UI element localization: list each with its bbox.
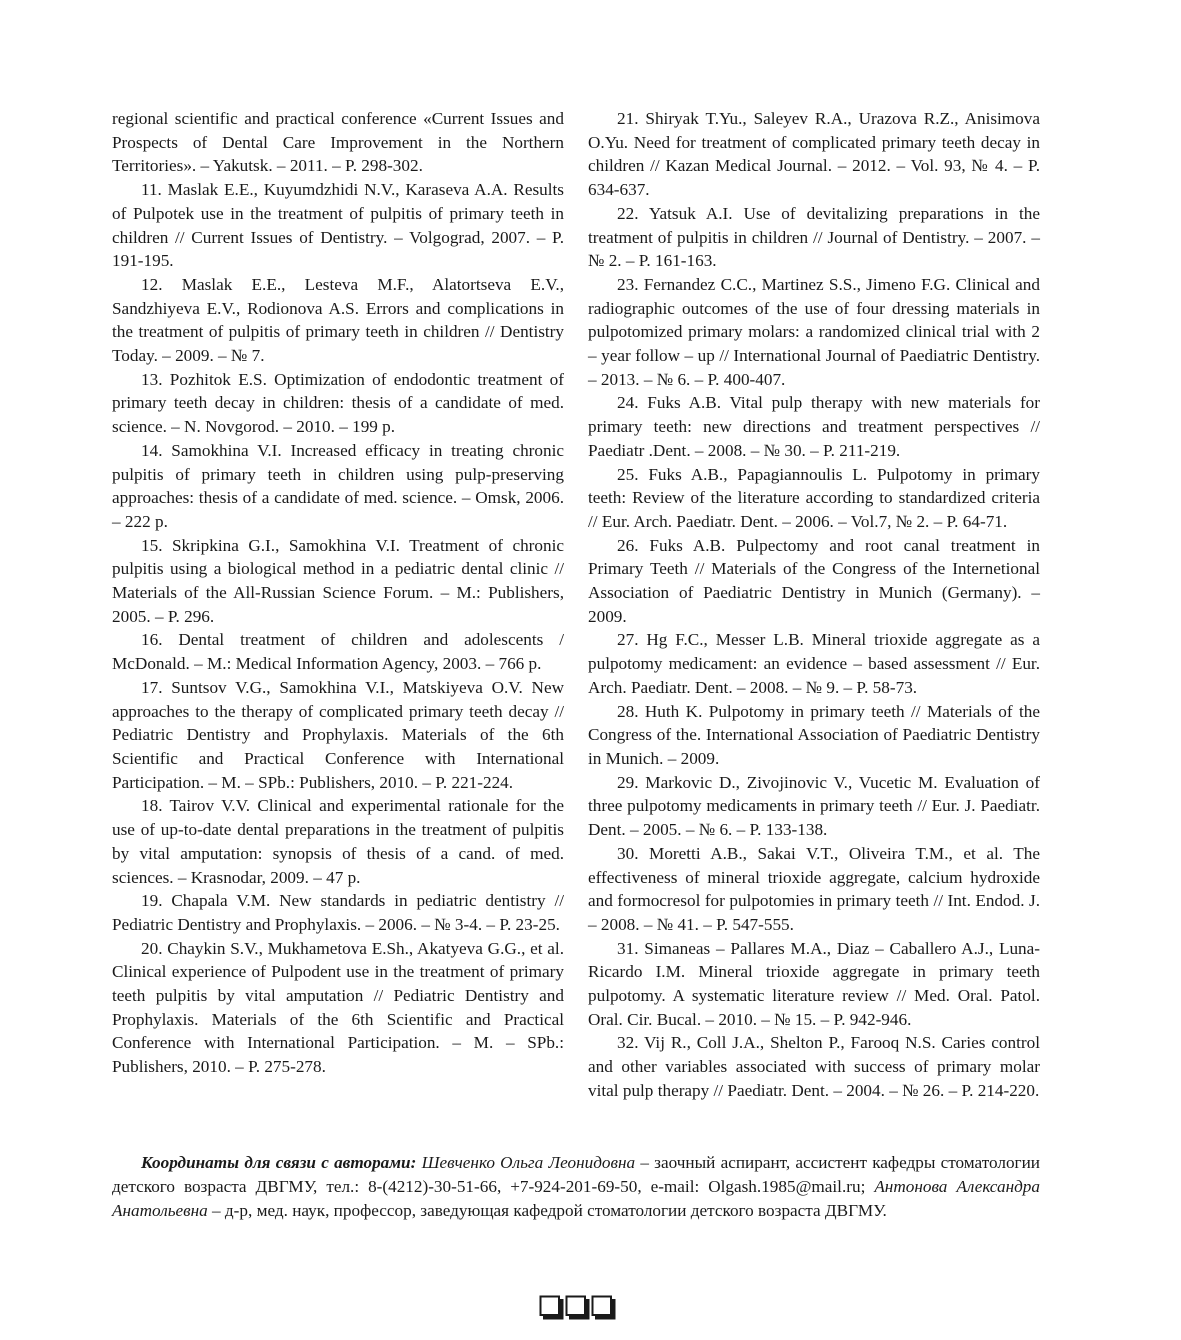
- reference-entry: 13. Pozhitok E.S. Optimization of endodontic treatment of primary teeth decay in children: thesis of a candidate of med. science. – N. Novgorod. – 2010. – 199 p.: [112, 369, 564, 437]
- author-contacts-paragraph: [112, 1151, 1040, 1223]
- reference-entry: 12. Maslak E.E., Lesteva M.F., Alatortseva E.V., Sandzhiyeva E.V., Rodionova A.S. Errors and complications in the treatment of pulpitis of primary teeth in children // Dentistry Today. – 2009. – № 7.: [112, 274, 564, 366]
- reference-entry: 21. Shiryak T.Yu., Saleyev R.A., Urazova R.Z., Anisimova O.Yu. Need for treatment of complicated primary teeth decay in children // Kazan Medical Journal. – 2012. – Vol. 93, № 4. – P. 634-637.: [588, 109, 1040, 200]
- author1-details: – заочный аспирант, ассистент кафедры стоматологии детского возраста ДВГМУ, тел.: 8-(4212)-30-51-66, +7-924-201-69-50, e-mail: Olgash.1985@mail.ru;: [112, 1153, 1040, 1196]
- reference-entry: 32. Vij R., Coll J.A., Shelton P., Farooq N.S. Caries control and other variables associated with success of primary molar vital pulp therapy // Paediatr. Dent. – 2004. – № 26. – P. 214-220.: [588, 1033, 1040, 1100]
- three-square-brackets-icon: [538, 1294, 618, 1320]
- reference-entry: 17. Suntsov V.G., Samokhina V.I., Matskiyeva O.V. New approaches to the therapy of complicated primary teeth decay // Pediatric Dentistry and Prophylaxis. Materials of the 6th Scientific and Practical Conference with International Participation. – M. – SPb.: Publishers, 2010. – P. 221-224.: [112, 677, 564, 792]
- author-contacts: [112, 1151, 1040, 1223]
- references-right-column: [588, 107, 1040, 1103]
- reference-entry: 31. Simaneas – Pallares M.A., Diaz – Caballero A.J., Luna-Ricardo I.M. Mineral trioxide aggregate in primary teeth pulpotomy. A systematic literature review // Med. Oral. Patol. Oral. Cir. Bucal. – 2010. – № 15. – P. 942-946.: [588, 938, 1040, 1029]
- references-left-column: [112, 107, 564, 1079]
- author2-details: – д-р, мед. наук, профессор, заведующая кафедрой стоматологии детского возраста ДВГМУ.: [207, 1201, 887, 1220]
- reference-entry: 14. Samokhina V.I. Increased efficacy in treating chronic pulpitis of primary teeth in children using pulp-preserving approaches: thesis of a candidate of med. science. – Omsk, 2006. – 222 p.: [112, 440, 564, 531]
- reference-entry: 11. Maslak E.E., Kuyumdzhidi N.V., Karaseva A.A. Results of Pulpotek use in the treatment of pulpitis of primary teeth in children // Current Issues of Dentistry. – Volgograd, 2007. – P. 191-195.: [112, 180, 564, 271]
- reference-entry: 27. Hg F.C., Messer L.B. Mineral trioxide aggregate as a pulpotomy medicament: an evidence – based assessment // Eur. Arch. Paediatr. Dent. – 2008. – № 9. – P. 58-73.: [588, 630, 1040, 697]
- reference-entry: 29. Markovic D., Zivojinovic V., Vucetic M. Evaluation of three pulpotomy medicaments in primary teeth // Eur. J. Paediatr. Dent. – 2005. – № 6. – P. 133-138.: [588, 772, 1040, 840]
- reference-entry: 18. Tairov V.V. Clinical and experimental rationale for the use of up-to-date dental preparations in the treatment of pulpitis by vital amputation: synopsis of thesis of a cand. of med. sciences. – Krasnodar, 2009. – 47 p.: [112, 796, 564, 887]
- reference-entry: 22. Yatsuk A.I. Use of devitalizing preparations in the treatment of pulpitis in children // Journal of Dentistry. – 2007. – № 2. – P. 161-163.: [588, 203, 1040, 271]
- reference-entry: 25. Fuks A.B., Papagiannoulis L. Pulpotomy in primary teeth: Review of the literature according to standardized criteria // Eur. Arch. Paediatr. Dent. – 2006. – Vol.7, № 2. – P. 64-71.: [588, 464, 1040, 531]
- author1-name: Шевченко Ольга Леонидовна: [421, 1153, 636, 1172]
- reference-entry: 24. Fuks A.B. Vital pulp therapy with new materials for primary teeth: new directions and treatment perspectives // Paediatr .Dent. – 2008. – № 30. – P. 211-219.: [588, 393, 1040, 460]
- contacts-label: Координаты для связи с авторами:: [141, 1153, 417, 1172]
- reference-entry: 26. Fuks A.B. Pulpectomy and root canal treatment in Primary Teeth // Materials of the Congress of the Internetional Association of Paediatric Dentistry in Munich (Germany). – 2009.: [588, 535, 1040, 626]
- reference-entry: 28. Huth K. Pulpotomy in primary teeth // Materials of the Congress of the. International Association of Paediatric Dentistry in Munich. – 2009.: [588, 701, 1040, 768]
- author2-name: Антонова Александра Анатольевна: [112, 1177, 1040, 1220]
- reference-entry: 23. Fernandez C.C., Martinez S.S., Jimeno F.G. Clinical and radiographic outcomes of the use of four dressing materials in pulpotomized primary molars: a randomized clinical trial with 2 – year follow – up // International Journal of Paediatric Dentistry. – 2013. – № 6. – P. 400-407.: [588, 274, 1040, 389]
- reference-entry: 19. Chapala V.M. New standards in pediatric dentistry // Pediatric Dentistry and Prophylaxis. – 2006. – № 3-4. – P. 23-25.: [112, 891, 564, 934]
- reference-entry: 30. Moretti A.B., Sakai V.T., Oliveira T.M., et al. The effectiveness of mineral trioxide aggregate, calcium hydroxide and formocresol for pulpotomies in primary teeth // Int. Endod. J. – 2008. – № 41. – P. 547-555.: [588, 843, 1040, 934]
- reference-entry: 15. Skripkina G.I., Samokhina V.I. Treatment of chronic pulpitis using a biological method in a pediatric dental clinic // Materials of the All-Russian Science Forum. – M.: Publishers, 2005. – P. 296.: [112, 535, 564, 626]
- reference-entry: 20. Chaykin S.V., Mukhametova E.Sh., Akatyeva G.G., et al. Clinical experience of Pulpodent use in the treatment of primary teeth pulpitis by vital amputation // Pediatric Dentistry and Prophylaxis. Materials of the 6th Scientific and Practical Conference with International Participation. – M. – SPb.: Publishers, 2010. – P. 275-278.: [112, 938, 564, 1077]
- reference-entry: regional scientific and practical conference «Current Issues and Prospects of Dental Care Improvement in the Northern Territories». – Yakutsk. – 2011. – P. 298-302.: [112, 109, 564, 176]
- reference-entry: 16. Dental treatment of children and adolescents / McDonald. – M.: Medical Information Agency, 2003. – 766 p.: [112, 630, 564, 674]
